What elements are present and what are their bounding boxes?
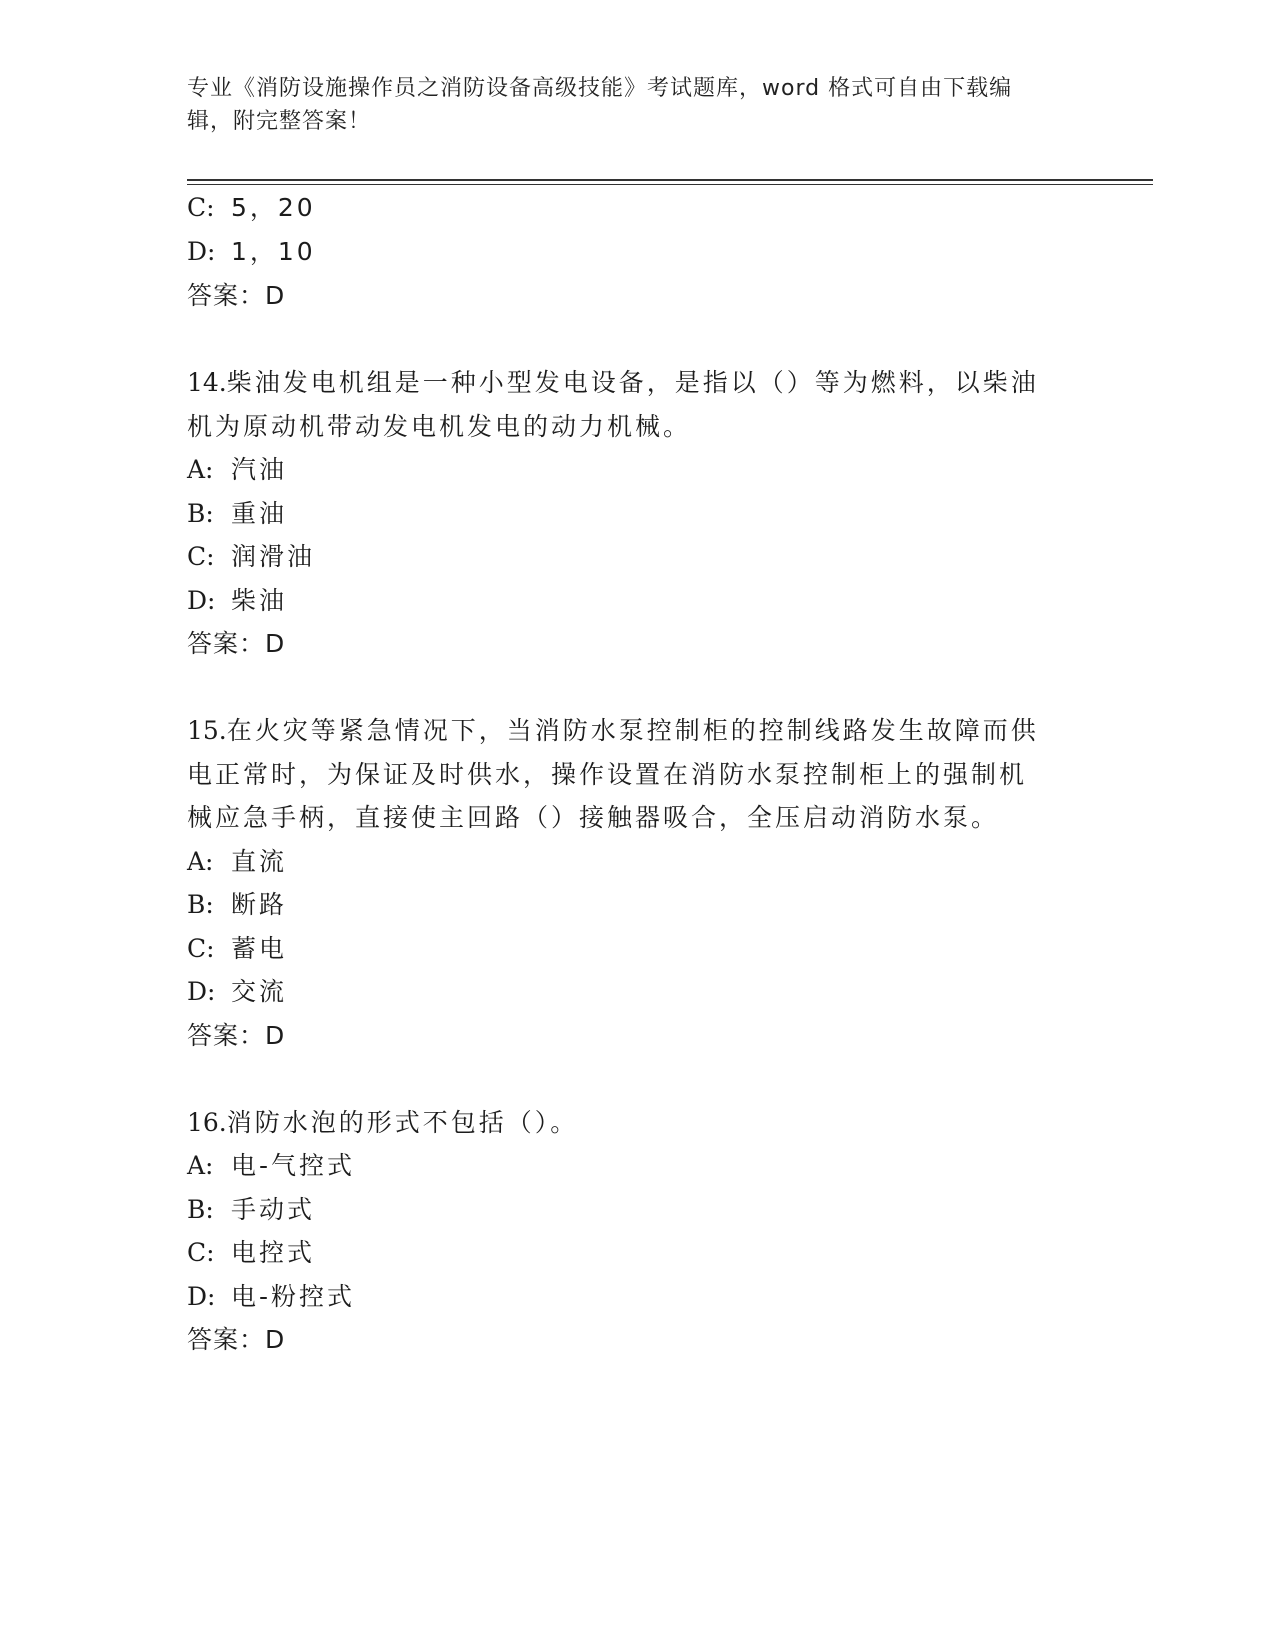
- option-c: C: 5，20: [187, 193, 316, 222]
- answer-line: 答案：D: [187, 629, 286, 658]
- header-line-2: 辑，附完整答案！: [187, 109, 372, 134]
- question-16-stem-line-1: 16.消防水泡的形式不包括（）。: [187, 1108, 579, 1137]
- question-14-stem-line-1: 14.柴油发电机组是一种小型发电设备，是指以（）等为燃料，以柴油: [187, 368, 1039, 397]
- question-15-stem-line-3: 械应急手柄，直接使主回路（）接触器吸合，全压启动消防水泵。: [187, 803, 1000, 832]
- question-14-stem-line-2: 机为原动机带动发电机发电的动力机械。: [187, 412, 692, 441]
- answer-line: 答案：D: [187, 281, 286, 310]
- option-a: A: 直流: [187, 847, 288, 876]
- answer-line: 答案：D: [187, 1021, 286, 1050]
- option-d: D: 电-粉控式: [187, 1282, 356, 1311]
- question-15-stem-line-2: 电正常时，为保证及时供水，操作设置在消防水泵控制柜上的强制机: [187, 760, 1028, 789]
- option-d: D: 交流: [187, 977, 288, 1006]
- option-a: A: 电-气控式: [187, 1151, 356, 1180]
- question-number: 14.: [187, 368, 227, 397]
- header-line-1: 专业《消防设施操作员之消防设备高级技能》考试题库，word 格式可自由下载编: [187, 76, 1013, 101]
- question-number: 16.: [187, 1108, 227, 1137]
- question-15-stem-line-1: 15.在火灾等紧急情况下，当消防水泵控制柜的控制线路发生故障而供: [187, 716, 1039, 745]
- option-c: C: 蓄电: [187, 934, 288, 963]
- option-d: D: 柴油: [187, 586, 288, 615]
- option-c: C: 电控式: [187, 1238, 316, 1267]
- option-b: B: 断路: [187, 890, 288, 919]
- option-a: A: 汽油: [187, 455, 288, 484]
- answer-line: 答案：D: [187, 1325, 286, 1354]
- option-b: B: 手动式: [187, 1195, 316, 1224]
- header-divider: [187, 179, 1153, 181]
- option-d: D: 1，10: [187, 237, 316, 266]
- header-divider-thin: [187, 184, 1153, 185]
- option-c: C: 润滑油: [187, 542, 316, 571]
- question-number: 15.: [187, 716, 227, 745]
- document-header: [187, 72, 1087, 138]
- option-b: B: 重油: [187, 499, 288, 528]
